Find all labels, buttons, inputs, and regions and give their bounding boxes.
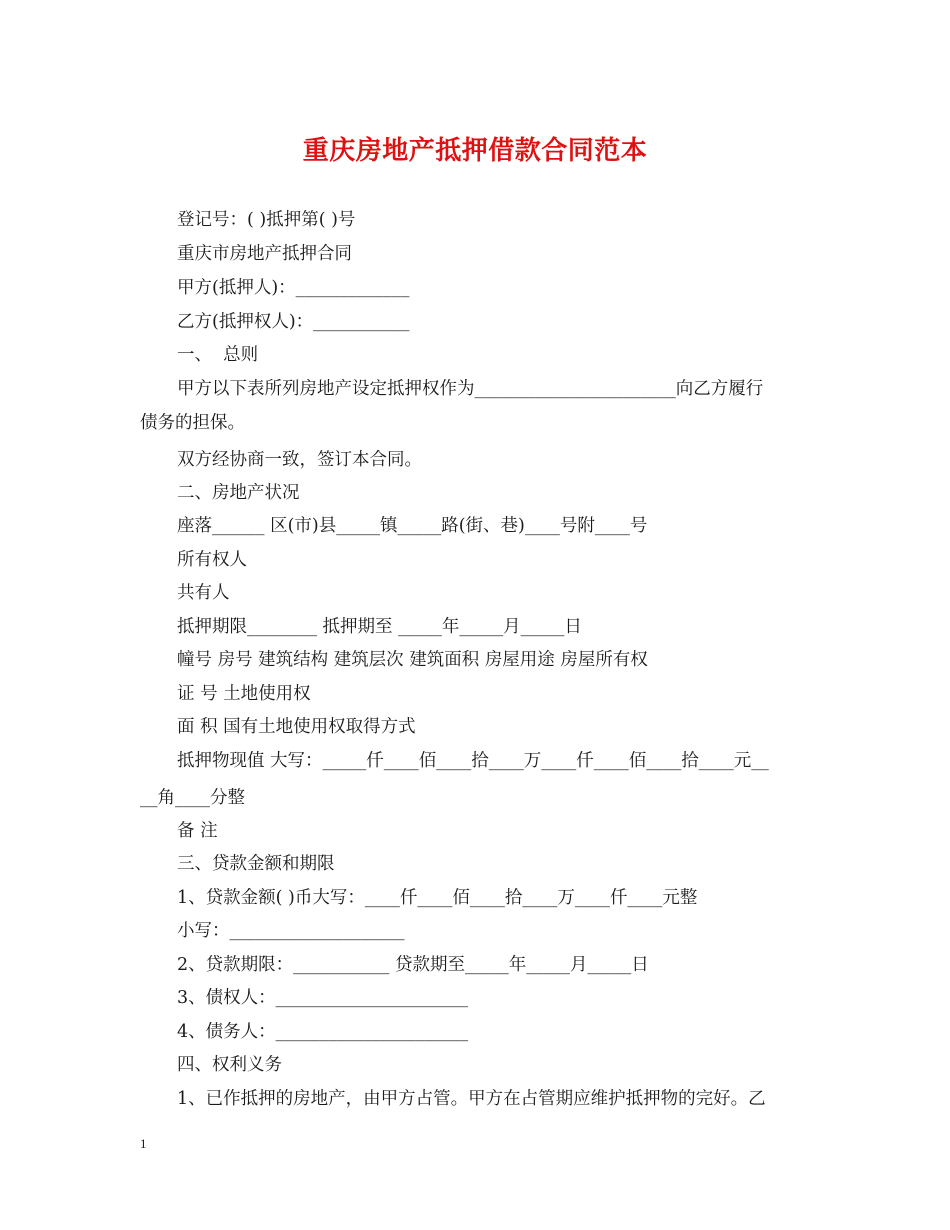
area-line: 面 积 国有土地使用权取得方式 xyxy=(177,717,416,737)
certificate-line: 证 号 土地使用权 xyxy=(177,684,311,704)
section-heading-rights: 四、权利义务 xyxy=(177,1055,282,1075)
contract-name-line: 重庆市房地产抵押合同 xyxy=(177,244,352,264)
section-heading-loan: 三、贷款金额和期限 xyxy=(177,854,335,874)
mortgage-term-line: 抵押期限________ 抵押期至 _____年_____月_____日 xyxy=(177,617,582,637)
debtor-line: 4、债务人：______________________ xyxy=(177,1022,469,1042)
location-line: 座落______ 区(市)县_____镇_____路(街、巷)____号附____号 xyxy=(177,516,648,536)
section-heading-general: 一、 总则 xyxy=(177,345,259,365)
party-a-line: 甲方(抵押人)：_____________ xyxy=(177,278,410,298)
registration-number-line: 登记号：( )抵押第( )号 xyxy=(177,210,356,230)
page-number: 1 xyxy=(140,1136,147,1151)
building-fields-line: 幢号 房号 建筑结构 建筑层次 建筑面积 房屋用途 房屋所有权 xyxy=(177,650,648,670)
section-heading-property: 二、房地产状况 xyxy=(177,483,300,503)
party-b-line: 乙方(抵押权人)：___________ xyxy=(177,312,410,332)
loan-amount-line: 1、贷款金额( )币大写：____仟____佰____拾____万____仟____元整 xyxy=(177,888,698,908)
paragraph-line: 双方经协商一致，签订本合同。 xyxy=(177,450,422,470)
co-owner-line: 共有人 xyxy=(177,583,230,603)
loan-amount-lowercase-line: 小写：____________________ xyxy=(177,921,405,941)
document-title: 重庆房地产抵押借款合同范本 xyxy=(302,136,648,166)
paragraph-line-continued: 债务的担保。 xyxy=(140,413,245,433)
rights-paragraph-line: 1、已作抵押的房地产，由甲方占管。甲方在占管期应维护抵押物的完好。乙 xyxy=(177,1089,766,1109)
current-value-line-continued: __角____分整 xyxy=(140,788,245,808)
remarks-line: 备 注 xyxy=(177,821,218,841)
current-value-line: 抵押物现值 大写：_____仟____佰____拾____万____仟____佰____拾____元__ xyxy=(177,751,769,771)
loan-term-line: 2、贷款期限：___________ 贷款期至_____年_____月_____日 xyxy=(177,955,649,975)
paragraph-line: 甲方以下表所列房地产设定抵押权作为_______________________向乙方履行 xyxy=(177,379,764,399)
owner-line: 所有权人 xyxy=(177,550,247,570)
creditor-line: 3、债权人：______________________ xyxy=(177,988,469,1008)
